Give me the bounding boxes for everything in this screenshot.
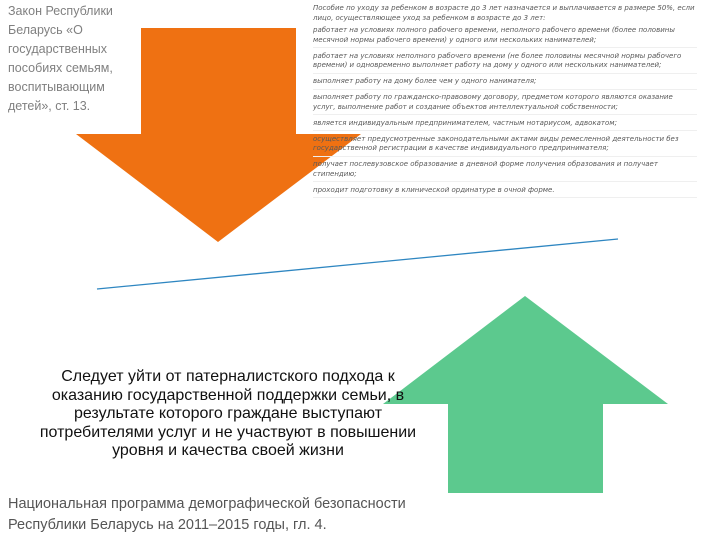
condition-item: осуществляет предусмотренные законодательными актами виды ремесленной деятельности без государственной регистрации в качестве индивидуального предпринимателя; — [313, 135, 697, 157]
condition-item: работает на условиях полного рабочего времени, неполного рабочего времени (более половины месячной нормы рабочего времени) у одного или нескольких нанимателей; — [313, 26, 697, 48]
conditions-intro: Пособие по уходу за ребенком в возрасте до 3 лет назначается и выплачивается в размере 50%, если лицо, осуществляющее уход за ребенком в возрасте до 3 лет: — [313, 4, 695, 22]
condition-item: получает послевузовское образование в дневной форме получения образования и получает стипендию; — [313, 160, 697, 182]
condition-item: проходит подготовку в клинической ординатуре в очной форме. — [313, 186, 697, 199]
condition-item: выполняет работу на дому более чем у одного нанимателя; — [313, 77, 697, 90]
balance-line — [97, 239, 618, 289]
condition-item: выполняет работу по гражданско-правовому договору, предметом которого являются оказание услуг, выполнение работ и создание объектов интеллектуальной собственности; — [313, 93, 697, 115]
condition-item: работает на условиях неполного рабочего времени (не более половины месячной нормы рабочего времени) и одновременно выполняет работу на дому у одного или нескольких нанимателей; — [313, 52, 697, 74]
benefit-conditions — [313, 4, 697, 202]
program-citation: Национальная программа демографической безопасности Республики Беларусь на 2011–2015 годы, гл. 4. — [8, 496, 406, 533]
conclusion-statement: Следует уйти от патерналистского подхода к оказанию государственной поддержки семьи, в результате которого граждане выступают потребителями услуг и не участвуют в повышении уровня и качества своей жизни — [39, 368, 417, 459]
law-citation: Закон Республики Беларусь «О государственных пособиях семьям, воспитывающим детей», ст. 13. — [8, 4, 113, 113]
condition-item: является индивидуальным предпринимателем, частным нотариусом, адвокатом; — [313, 119, 697, 132]
